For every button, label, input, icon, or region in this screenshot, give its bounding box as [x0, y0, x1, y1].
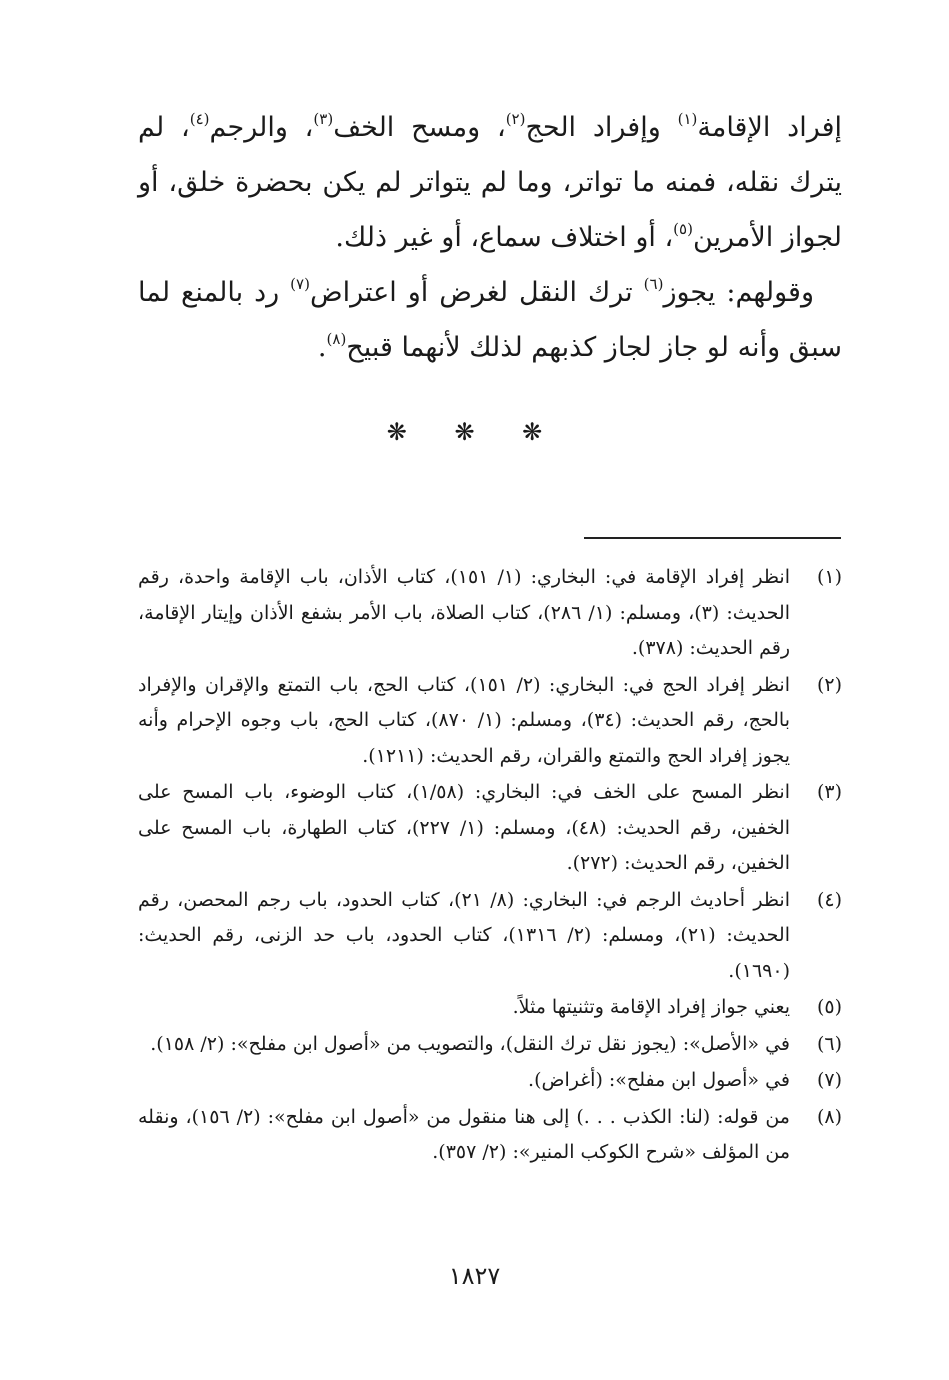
footnote-ref-2: (٢) [505, 110, 526, 128]
footnote-4 [138, 883, 842, 990]
footnote-number: (٣) [816, 781, 842, 803]
footnote-number: (٧) [816, 1069, 842, 1091]
text-segment: إفراد الإقامة [697, 112, 843, 143]
footnote-number: (٦) [816, 1032, 842, 1055]
footnote-ref-5: (٥) [673, 220, 693, 238]
main-paragraph-1 [138, 100, 842, 265]
footnote-ref-3: (٣) [313, 110, 334, 128]
text-segment: رد بالمنع لما سبق وأنه لو جاز لجاز كذبهم لذلك لأنهما قبيح [138, 277, 842, 363]
text-segment: ترك النقل لغرض أو اعتراض [309, 277, 644, 308]
footnote-text: انظر إفراد الحج في: البخاري: (٢/ ١٥١)، كتاب الحج، باب التمتع والإقران والإفراد بالحج، رقم الحديث: (٣٤)، ومسلم: (١/ ٨٧٠)، كتاب الحج، باب وجوه الإحرام وأنه يجوز إفراد الحج والتمتع والقران، رقم الحديث: (١٢١١). [138, 673, 790, 767]
footnote-6 [138, 1027, 842, 1063]
footnotes [138, 560, 842, 1172]
footnote-3 [138, 775, 842, 882]
footnote-number: (١) [816, 566, 842, 588]
page-number: ١٨٢٧ [448, 1262, 501, 1290]
footnote-text: في «أصول ابن مفلح»: (أغراض). [528, 1069, 790, 1091]
footnote-text: انظر المسح على الخف في: البخاري: (١/٥٨)، كتاب الوضوء، باب المسح على الخفين، رقم الحديث: (٤٨)، ومسلم: (١/ ٢٢٧)، كتاب الطهارة، باب المسح على الخفين، رقم الحديث: (٢٧٢). [138, 781, 790, 874]
footnote-7 [138, 1063, 842, 1099]
footnote-8 [138, 1100, 842, 1171]
footnote-number: (٤) [816, 888, 842, 911]
footnote-2 [138, 668, 842, 775]
text-segment: . [317, 332, 327, 363]
text-segment: ، ومسح الخف [333, 112, 506, 143]
main-paragraph-2 [138, 265, 842, 375]
footnote-ref-7: (٧) [290, 275, 310, 293]
text-segment: وقولهم: يجوز [663, 277, 814, 308]
main-text [138, 100, 842, 375]
text-segment: وإفراد الحج [525, 112, 678, 143]
section-separator: ❋ ❋ ❋ [386, 418, 563, 446]
footnote-number: (٥) [816, 996, 842, 1018]
footnote-text: في «الأصل»: (يجوز نقل ترك النقل)، والتصويب من «أصول ابن مفلح»: (٢/ ١٥٨). [150, 1032, 790, 1055]
text-segment: ، والرجم [209, 112, 314, 143]
footnote-ref-4: (٤) [189, 110, 210, 128]
footnote-ref-8: (٨) [326, 330, 347, 348]
footnote-number: (٢) [816, 673, 842, 696]
footnote-1 [138, 560, 842, 667]
footnote-text: من قوله: (لنا: الكذب . . .) إلى هنا منقول من «أصول ابن مفلح»: (٢/ ١٥٦)، ونقله من المؤلف «شرح الكوكب المنير»: (٢/ ٣٥٧). [138, 1105, 790, 1163]
footnote-number: (٨) [816, 1105, 842, 1128]
footnote-text: انظر إفراد الإقامة في: البخاري: (١/ ١٥١)، كتاب الأذان، باب الإقامة واحدة، رقم الحديث: (٣)، ومسلم: (١/ ٢٨٦)، كتاب الصلاة، باب الأمر بشفع الأذان وإيتار الإقامة، رقم الحديث: (٣٧٨). [138, 566, 790, 659]
text-segment: ، لم يترك نقله، فمنه ما تواتر، وما لم يتواتر لم يكن بحضرة خلق، أو لجواز الأمرين [138, 112, 842, 253]
footnote-ref-1: (١) [677, 110, 698, 128]
footnote-divider [584, 537, 841, 539]
footnote-text: يعني جواز إفراد الإقامة وتثنيتها مثلاً. [512, 996, 790, 1018]
footnote-ref-6: (٦) [643, 275, 664, 293]
text-segment: ، أو اختلاف سماع، أو غير ذلك. [335, 222, 674, 253]
footnote-text: انظر أحاديث الرجم في: البخاري: (٨/ ٢١)، كتاب الحدود، باب رجم المحصن، رقم الحديث: (٢١)، ومسلم: (٢/ ١٣١٦)، كتاب الحدود، باب حد الزنى، رقم الحديث: (١٦٩٠). [138, 888, 790, 982]
footnote-5 [138, 990, 842, 1026]
